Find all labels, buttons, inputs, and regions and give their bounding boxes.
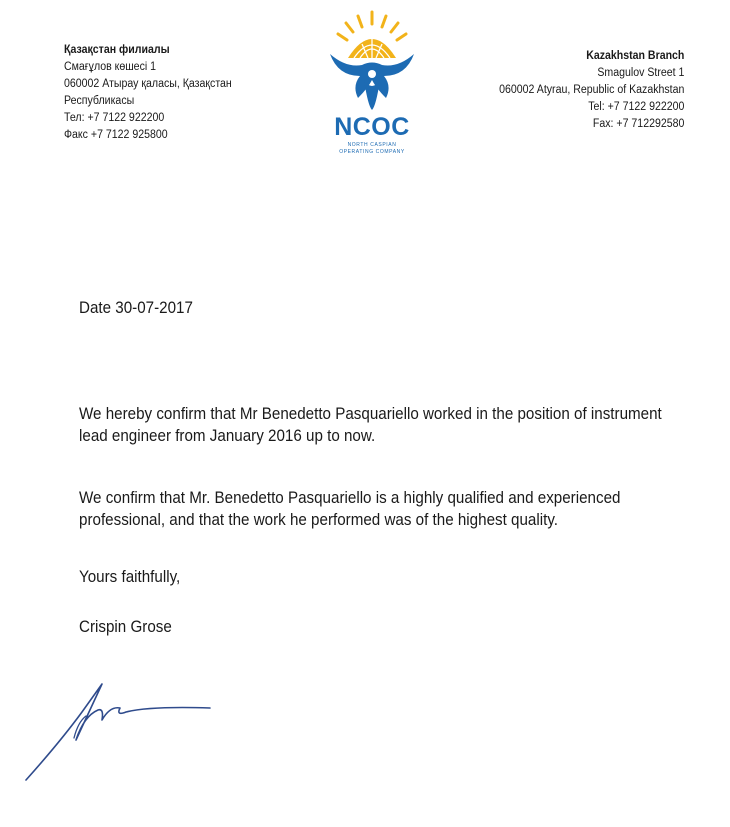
letter-paragraph: We hereby confirm that Mr Benedetto Pasquariello worked in the position of instrument lead engineer from January 2016 up to now. (79, 405, 662, 445)
left-address-line: Республикасы (64, 95, 135, 107)
right-address-title: Kazakhstan Branch (585, 50, 684, 62)
eagle-sun-icon (324, 10, 420, 114)
left-address-title: Қазақстан филиалы (64, 44, 170, 56)
company-logo (324, 10, 420, 160)
letter-date: Date 30-07-2017 (79, 299, 193, 317)
letter-closing: Yours faithfully, (79, 568, 181, 586)
letter-paragraph: We confirm that Mr. Benedetto Pasquariello is a highly qualified and experienced professional, and that the work he performed was of the highest quality. (79, 489, 621, 529)
right-address-block (499, 48, 684, 133)
left-address-line: Факс +7 7122 925800 (64, 129, 168, 141)
logo-name: NCOC (334, 113, 410, 141)
logo-subtitle: NORTH CASPIAN (347, 142, 397, 148)
handwritten-signature (20, 672, 220, 787)
left-address-line: 060002 Атырау қаласы, Қазақстан (64, 78, 232, 90)
left-address-line: Тел: +7 7122 922200 (64, 112, 165, 124)
left-address-line: Смағұлов көшесі 1 (64, 61, 157, 73)
right-address-line: 060002 Atyrau, Republic of Kazakhstan (498, 84, 684, 96)
right-address-line: Fax: +7 712292580 (592, 118, 684, 130)
right-address-line: Smagulov Street 1 (596, 67, 684, 79)
logo-subtitle: OPERATING COMPANY (339, 149, 405, 155)
signer-name: Crispin Grose (79, 618, 172, 636)
left-address-block (64, 42, 232, 144)
right-address-line: Tel: +7 7122 922200 (587, 101, 684, 113)
